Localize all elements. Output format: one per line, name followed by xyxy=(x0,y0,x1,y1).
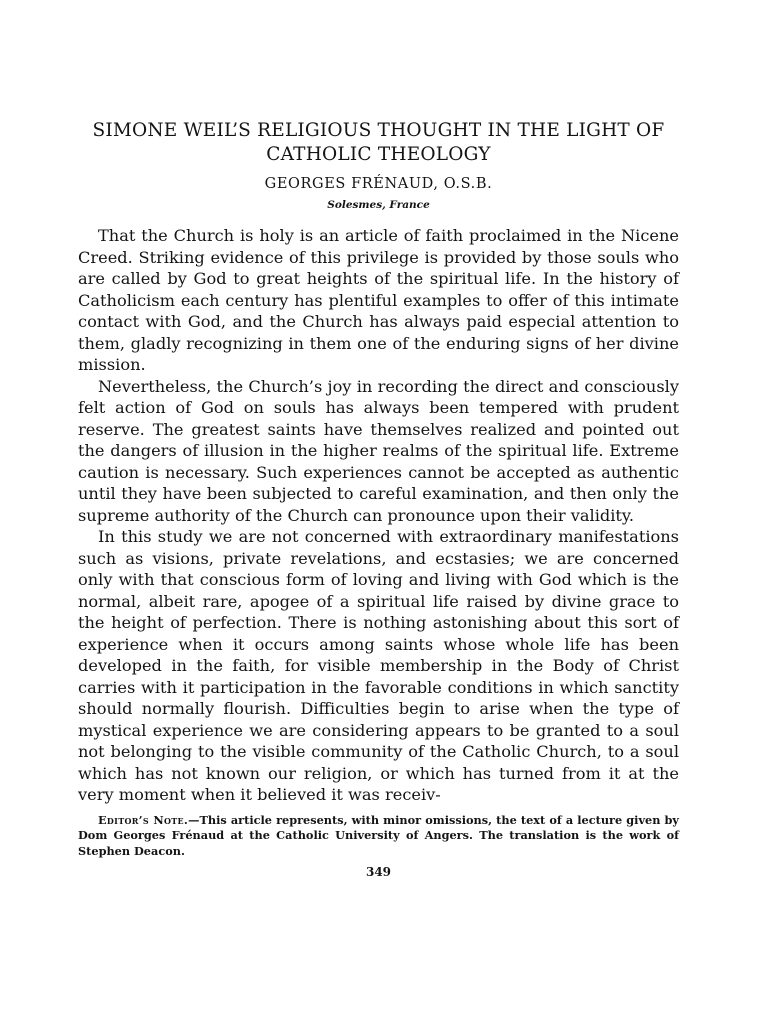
editor-note-text: —This article represents, with minor omissions, the text of a lecture given by Dom Georges Frénaud at the Catholic University of Angers. The translation is the work of Stephen Deacon. xyxy=(78,812,679,858)
article-title: SIMONE WEIL’S RELIGIOUS THOUGHT IN THE LIGHT OF CATHOLIC THEOLOGY xyxy=(92,120,665,165)
body-paragraph: Nevertheless, the Church’s joy in recording the direct and consciously felt action of God on souls has always been tempered with prudent reserve. The greatest saints have themselves realized and pointed out the dangers of illusion in the higher realms of the spiritual life. Extreme caution is necessary. Such experiences cannot be accepted as authentic until they have been subjected to careful examination, and then only the supreme authority of the Church can pronounce upon their validity. xyxy=(78,376,679,525)
body-paragraph: In this study we are not concerned with extraordinary manifestations such as visions, private revelations, and ecstasies; we are concerned only with that conscious form of loving and living with God which is the normal, albeit rare, apogee of a spiritual life raised by divine grace to the height of perfection. There is nothing astonishing about this sort of experience when it occurs among saints whose whole life has been developed in the faith, for visible membership in the Body of Christ carries with it participation in the favorable conditions in which sanctity should normally flourish. Difficulties begin to arise when the type of mystical experience we are considering appears to be granted to a soul not belonging to the visible community of the Catholic Church, to a soul which has not known our religion, or which has turned from it at the very moment when it believed it was receiv- xyxy=(78,527,679,804)
article-author: GEORGES FRÉNAUD, O.S.B. xyxy=(264,176,493,192)
body-paragraph: That the Church is holy is an article of faith proclaimed in the Nicene Creed. Striking evidence of this privilege is provided by those souls who are called by God to great heights of the spiritual life. In the history of Catholicism each century has plentiful examples to offer of this intimate contact with God, and the Church has always paid especial attention to them, gladly recognizing in them one of the enduring signs of her divine mission. xyxy=(78,226,679,374)
editor-note xyxy=(78,813,679,860)
editor-note-label: Editor’s Note. xyxy=(98,812,189,827)
author-affiliation: Solesmes, France xyxy=(327,199,430,211)
article-page xyxy=(78,119,679,879)
article-body xyxy=(78,225,679,806)
page-number: 349 xyxy=(365,865,392,879)
